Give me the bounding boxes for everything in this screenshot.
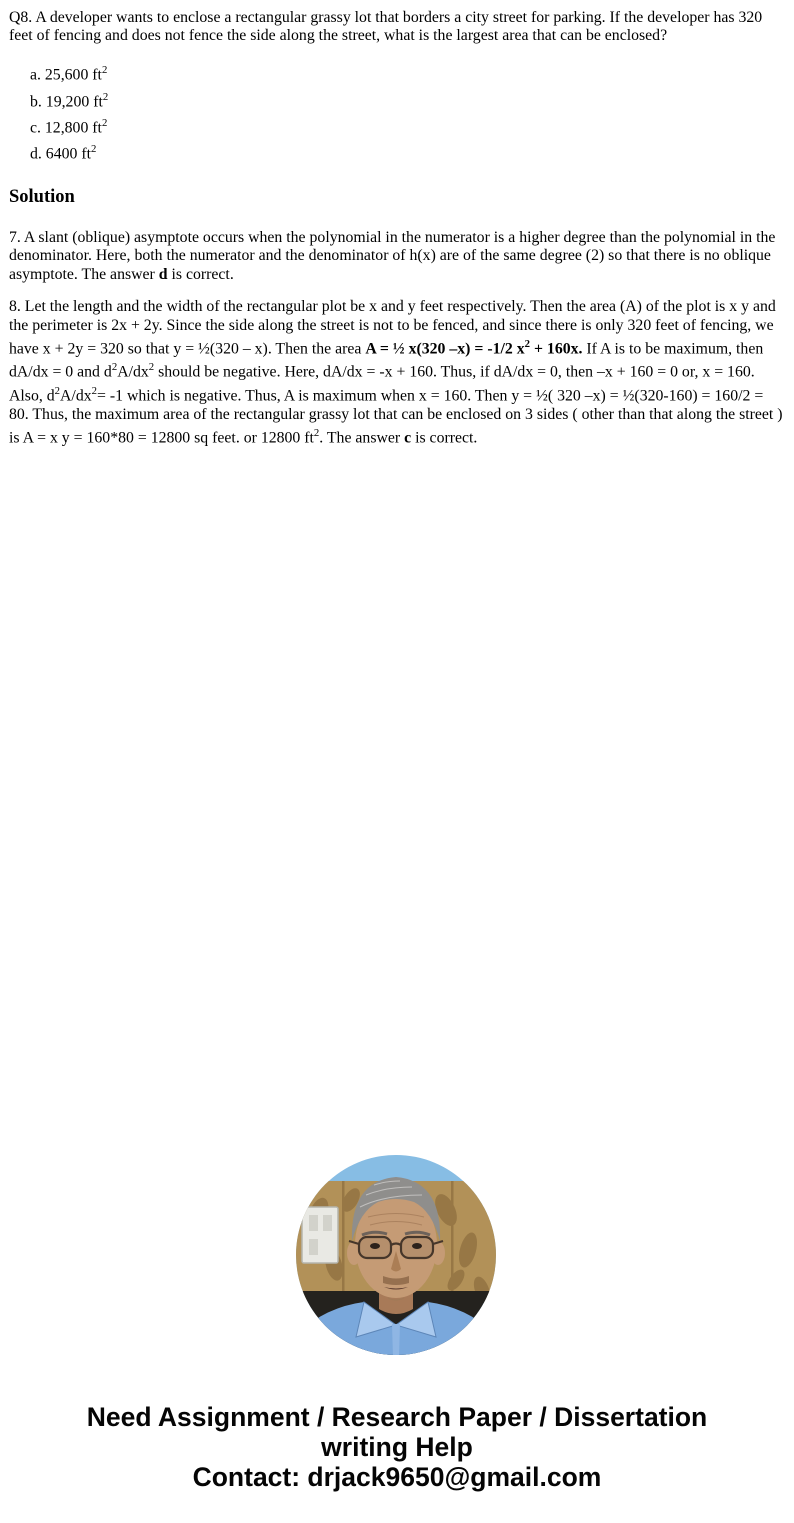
solution-paragraph-q7: 7. A slant (oblique) asymptote occurs when the polynomial in the numerator is a higher degree than the polynomial in the denominator. Here, both the numerator and the denominator of h(x) are of the same degree (2) so that there is no oblique asymptote. The answer d is correct. [9, 228, 776, 283]
footer-banner [0, 1402, 794, 1492]
option-b: b. 19,200 $ft^2$ [30, 90, 109, 110]
solution-paragraph-q8: 8. Let the length and the width of the rectangular plot be x and y feet respectively. Then the area (A) of the plot is x y and the perimeter is 2x + 2y. Since the side along the street is not to be fenced, and since there is only 320 feet of fencing, we have x + 2y = 320 so that y = ½(320 – x). Then the area A = ½ x(320 –x) = -1/2 $x^2 + 160x$. If A is to be maximum, then dA/dx = 0 and $d^2A/dx^2$ should be negative. Here, dA/dx = -x + 160. Thus, if dA/dx = 0, then –x + 160 = 0 or, x = 160. Also, $d^2A/dx^2= -1$ which is negative. Thus, A is maximum when x = 160. Then y = ½( 320 –x) = ½(320-160) = 160/2 = 80. Thus, the maximum area of the rectangular grassy lot that can be enclosed on 3 sides ( other than that along the street ) is A = x y = 160*80 = 12800 sq feet. or 12800 $ft^2$. The answer c is correct. [9, 298, 783, 447]
option-a: a. 25,600 $ft^2$ [30, 64, 108, 84]
photo-switch-plate [302, 1207, 338, 1263]
footer-line-2: writing Help [321, 1432, 473, 1462]
solution-heading: Solution [9, 186, 75, 207]
option-c: c. 12,800 $ft^2$ [30, 116, 108, 137]
footer-line-3: Contact: drjack9650@gmail.com [192, 1462, 602, 1492]
tutor-photo-graphic [295, 1155, 497, 1355]
tutor-photo [295, 1155, 497, 1355]
option-d: d. 6400 $ft^2$ [30, 143, 97, 163]
footer-line-1: Need Assignment / Research Paper / Dissertation [86, 1402, 708, 1432]
document-page [0, 0, 794, 447]
answer-options [9, 60, 786, 165]
question-text: Q8. A developer wants to enclose a rectangular grassy lot that borders a city street for parking. If the developer has 320 feet of fencing and does not fence the side along the street, what is the largest area that can be enclosed? [9, 9, 763, 45]
photo-placket [392, 1324, 400, 1355]
